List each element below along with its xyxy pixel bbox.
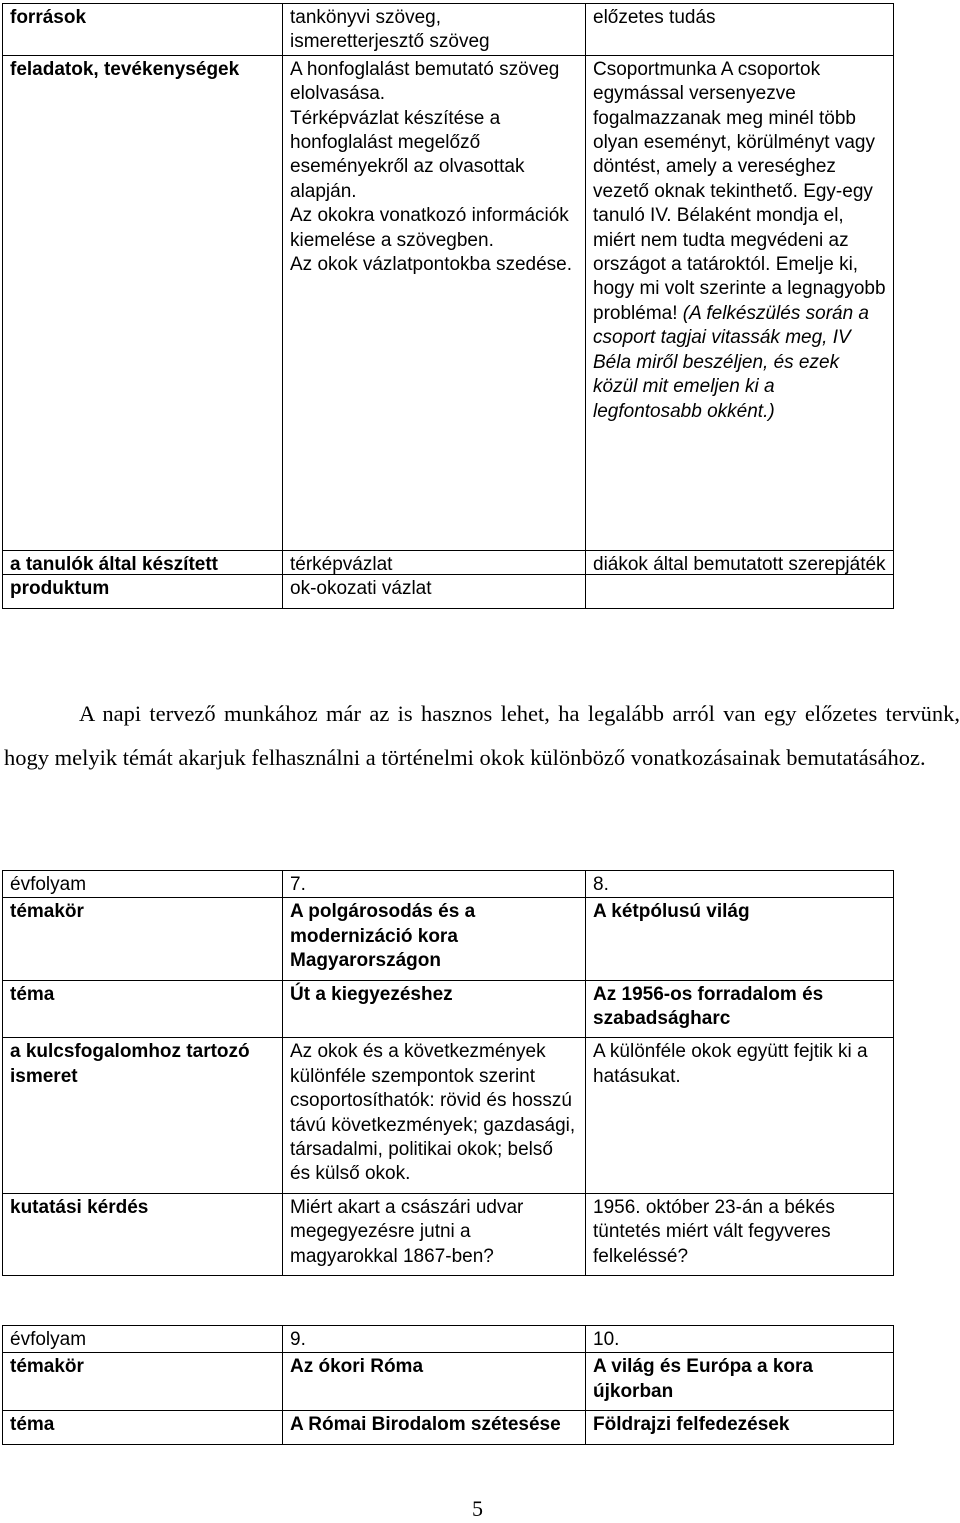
- row-label-tema: téma: [3, 1411, 283, 1444]
- cell-topic-b: A kétpólusú világ: [586, 898, 894, 980]
- grade-9-10-table: [2, 1325, 894, 1445]
- cell-grade-a: 7.: [283, 871, 586, 898]
- cell-topic-b: A világ és Európa a kora újkorban: [586, 1353, 894, 1411]
- row-label-kutatasi: kutatási kérdés: [3, 1193, 283, 1275]
- row-label-forrasok: források: [3, 4, 283, 56]
- cell-topic-a: A polgárosodás és a modernizáció kora Magyarországon: [283, 898, 586, 980]
- table-row: [3, 4, 894, 56]
- cell-theme-b: Földrajzi felfedezések: [586, 1411, 894, 1444]
- table-row: [3, 980, 894, 1038]
- cell-research-b: 1956. október 23-án a békés tüntetés miért vált fegyveres felkeléssé?: [586, 1193, 894, 1275]
- group-work-note: (A felkészülés során a csoport tagjai vitassák meg, IV Béla miről beszéljen, és ezek közül mit emeljen ki a legfontosabb okként.): [593, 302, 869, 422]
- row-label-temakor: témakör: [3, 1353, 283, 1411]
- row-label-kulcsfogalom: a kulcsfogalomhoz tartozó ismeret: [3, 1038, 283, 1193]
- cell-topic-a: Az ókori Róma: [283, 1353, 586, 1411]
- product-line: ok-okozati vázlat: [290, 578, 432, 600]
- cell-research-a: Miért akart a császári udvar megegyezésre jutni a magyarokkal 1867-ben?: [283, 1193, 586, 1275]
- group-work-text: Csoportmunka A csoportok egymással versenyezve fogalmazzanak meg minél több olyan eseményt, körülményt vagy döntést, amely a vereséghez vezető oknak tekinthető. Egy-egy tanuló IV. Bélaként mondja el, miért nem tudta megvédeni az országot a tatároktól. Emelje ki, hogy mi volt szerinte a legnagyobb probléma!: [593, 58, 886, 324]
- cell-sources: tankönyvi szöveg, ismeretterjesztő szöveg: [283, 4, 586, 56]
- table-row: [3, 898, 894, 980]
- cell-prior-knowledge: előzetes tudás: [586, 4, 894, 56]
- row-label-feladatok: feladatok, tevékenységek: [3, 55, 283, 574]
- row-label-tema: téma: [3, 980, 283, 1038]
- table-row: [3, 551, 894, 609]
- cell-key-concept-a: Az okok és a következmények különféle szempontok szerint csoportosíthatók: rövid és hosszú távú következmények; gazdasági, társadalmi, politikai okok; belső és külső okok.: [283, 1038, 586, 1193]
- cell-key-concept-b: A különféle okok együtt fejtik ki a hatásukat.: [586, 1038, 894, 1193]
- table-row: [3, 1038, 894, 1193]
- cell-theme-b: Az 1956-os forradalom és szabadságharc: [586, 980, 894, 1038]
- cell-product: [283, 551, 586, 609]
- table-row: [3, 55, 894, 574]
- cell-grade-a: 9.: [283, 1326, 586, 1353]
- cell-theme-a: Út a kiegyezéshez: [283, 980, 586, 1038]
- row-label-produktum: a tanulók által készített produktum: [3, 551, 283, 609]
- body-paragraph: [4, 692, 960, 779]
- product-line: térképvázlat: [290, 554, 393, 575]
- grade-7-8-table: [2, 870, 894, 1276]
- page-number: 5: [472, 1496, 483, 1521]
- row-label-temakor: témakör: [3, 898, 283, 980]
- cell-tasks: [283, 55, 586, 574]
- cell-roleplay: diákok által bemutatott szerepjáték: [586, 551, 894, 609]
- paragraph-text: A napi tervező munkához már az is hasznos lehet, ha legalább arról van egy előzetes tervünk, hogy melyik témát akarjuk felhasználni a történelmi okok különböző vonatkozásainak bemutatásához.: [4, 701, 960, 770]
- activity-table: [2, 3, 894, 575]
- cell-grade-b: 8.: [586, 871, 894, 898]
- cell-theme-a: A Római Birodalom szétesése: [283, 1411, 586, 1444]
- table-row: [3, 1193, 894, 1275]
- product-table: [2, 550, 894, 609]
- task-line: Az okok vázlatpontokba szedése.: [290, 254, 573, 276]
- table-row: [3, 1353, 894, 1411]
- table-row: [3, 1326, 894, 1353]
- task-line: A honfoglalást bemutató szöveg elolvasása.: [290, 58, 560, 105]
- cell-grade-b: 10.: [586, 1326, 894, 1353]
- cell-group-work: [586, 55, 894, 574]
- table-row: [3, 1411, 894, 1444]
- task-line: Az okokra vonatkozó információk kiemelése a szövegben.: [290, 205, 569, 251]
- row-label-evfolyam: évfolyam: [3, 871, 283, 898]
- table-row: [3, 871, 894, 898]
- row-label-evfolyam: évfolyam: [3, 1326, 283, 1353]
- task-line: Térképvázlat készítése a honfoglalást megelőző eseményekről az olvasottak alapján.: [290, 107, 525, 202]
